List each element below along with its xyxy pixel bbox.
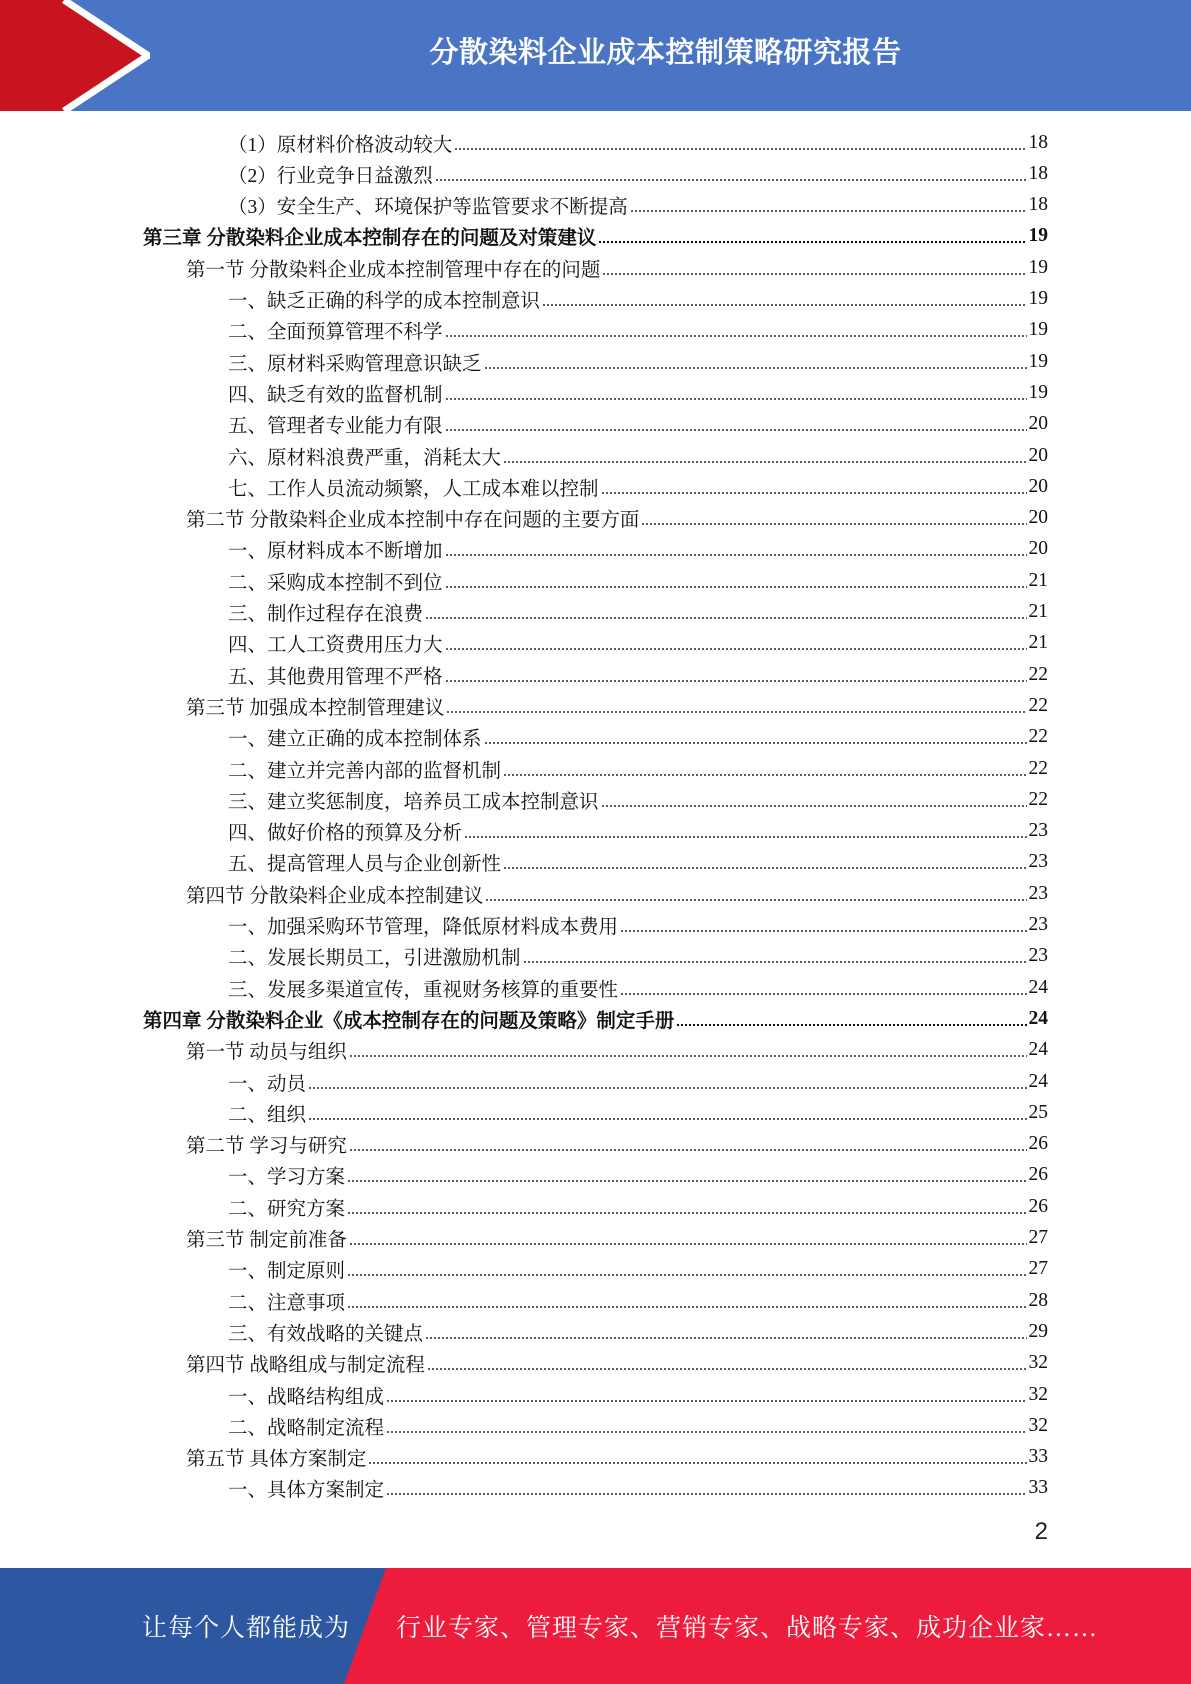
toc-dot-leader (454, 141, 1026, 151)
toc-entry-page: 33 (1028, 1446, 1048, 1468)
toc-entry-label: 二、战略制定流程 (228, 1417, 385, 1439)
toc-entry-label: 第二节 分散染料企业成本控制中存在问题的主要方面 (186, 510, 640, 532)
toc-entry[interactable] (228, 127, 1048, 158)
toc-entry-label: 二、注意事项 (228, 1292, 346, 1314)
toc-entry-page: 33 (1028, 1477, 1048, 1499)
toc-entry-page: 22 (1028, 694, 1048, 716)
toc-dot-leader (425, 1330, 1026, 1340)
toc-dot-leader (308, 1111, 1026, 1121)
toc-dot-leader (386, 1486, 1026, 1496)
toc-entry-page: 23 (1028, 914, 1048, 935)
toc-dot-leader (503, 454, 1026, 464)
footer-slogan-right: 行业专家、管理专家、营销专家、战略专家、成功企业家…… (396, 1615, 1099, 1642)
toc-entry-page: 26 (1028, 1195, 1048, 1217)
toc-entry-label: 六、原材料浪费严重，消耗太大 (228, 447, 502, 469)
document-title: 分散染料企业成本控制策略研究报告 (429, 34, 902, 69)
toc-dot-leader (308, 1080, 1026, 1090)
toc-entry-label: 一、加强采购环节管理，降低原材料成本费用 (228, 917, 619, 938)
toc-entry-page: 18 (1028, 162, 1048, 184)
toc-entry-label: 四、做好价格的预算及分析 (228, 823, 463, 845)
toc-entry[interactable] (228, 190, 1048, 221)
toc-entry-label: 二、组织 (228, 1104, 307, 1126)
toc-entry-label: 第四章 分散染料企业《成本控制存在的问题及策略》制定手册 (143, 1010, 675, 1032)
toc-dot-leader (349, 1142, 1027, 1152)
toc-entry-page: 24 (1028, 1039, 1048, 1061)
toc-entry-page: 22 (1028, 726, 1048, 748)
toc-entry[interactable] (228, 377, 1048, 408)
toc-dot-leader (347, 1205, 1026, 1215)
toc-entry-label: 七、工作人员流动频繁，人工成本难以控制 (228, 478, 599, 500)
toc-entry[interactable] (228, 910, 1048, 941)
toc-entry-label: 一、学习方案 (228, 1167, 346, 1189)
toc-entry-label: 第三节 加强成本控制管理建议 (186, 697, 445, 719)
toc-entry[interactable] (228, 534, 1048, 565)
toc-entry-page: 19 (1028, 256, 1048, 278)
toc-entry[interactable] (228, 1191, 1048, 1222)
toc-dot-leader (347, 1267, 1026, 1277)
toc-entry-label: 三、发展多渠道宣传，重视财务核算的重要性 (228, 979, 619, 1001)
toc-entry[interactable] (228, 659, 1048, 690)
toc-entry-page: 22 (1028, 788, 1048, 810)
toc-dot-leader (347, 1299, 1026, 1309)
toc-entry-page: 29 (1028, 1320, 1048, 1342)
toc-entry-page: 23 (1028, 820, 1048, 842)
toc-entry[interactable] (228, 847, 1048, 878)
toc-entry-label: 二、采购成本控制不到位 (228, 572, 443, 594)
toc-entry-page: 26 (1028, 1164, 1048, 1186)
toc-entry-page: 21 (1028, 569, 1048, 591)
toc-dot-leader (485, 892, 1026, 902)
toc-entry-label: 第三节 制定前准备 (186, 1230, 347, 1251)
toc-entry-page: 24 (1028, 976, 1048, 998)
toc-dot-leader (445, 641, 1027, 651)
toc-entry-label: 一、战略结构组成 (228, 1386, 385, 1408)
toc-dot-leader (446, 704, 1026, 714)
toc-entry-label: 一、动员 (228, 1073, 307, 1095)
toc-dot-leader (484, 360, 1027, 370)
toc-entry-page: 22 (1028, 663, 1048, 685)
toc-entry-page: 19 (1028, 225, 1048, 247)
toc-dot-leader (427, 1361, 1027, 1371)
toc-entry[interactable] (186, 503, 1048, 534)
toc-entry-page: 20 (1028, 413, 1048, 435)
page-footer (0, 1568, 1191, 1684)
toc-entry-label: 一、原材料成本不断增加 (228, 541, 443, 563)
toc-entry-page: 24 (1028, 1070, 1048, 1092)
toc-dot-leader (445, 579, 1027, 589)
toc-dot-leader (464, 829, 1026, 839)
toc-dot-leader (368, 1455, 1026, 1465)
toc-entry[interactable] (186, 1348, 1048, 1379)
toc-entry-label: 三、原材料采购管理意识缺乏 (228, 353, 482, 375)
toc-entry[interactable] (228, 816, 1048, 847)
toc-entry[interactable] (228, 1410, 1048, 1441)
toc-entry-label: 第五节 具体方案制定 (186, 1449, 367, 1471)
toc-dot-leader (630, 203, 1027, 213)
toc-dot-leader (676, 1017, 1026, 1027)
toc-entry-page: 24 (1028, 1007, 1048, 1029)
toc-entry[interactable] (228, 409, 1048, 440)
toc-entry-label: （1）原材料价格波动较大 (228, 134, 453, 156)
toc-entry[interactable] (186, 1442, 1048, 1473)
toc-dot-leader (445, 422, 1027, 432)
toc-entry-page: 19 (1028, 350, 1048, 372)
toc-entry-page: 27 (1028, 1227, 1048, 1248)
toc-entry[interactable] (228, 972, 1048, 1003)
toc-entry[interactable] (228, 565, 1048, 596)
toc-dot-leader (523, 954, 1027, 964)
toc-dot-leader (620, 923, 1026, 933)
toc-entry-label: （2）行业竞争日益激烈 (228, 165, 433, 187)
toc-entry-page: 20 (1028, 475, 1048, 497)
toc-entry-page: 18 (1028, 131, 1048, 153)
toc-entry-label: 第一节 分散染料企业成本控制管理中存在的问题 (186, 259, 601, 281)
toc-entry-page: 21 (1028, 601, 1048, 622)
toc-dot-leader (386, 1424, 1026, 1434)
toc-entry-page: 28 (1028, 1289, 1048, 1311)
toc-entry[interactable] (186, 878, 1048, 909)
toc-entry-label: 五、提高管理人员与企业创新性 (228, 854, 502, 876)
toc-entry[interactable] (186, 252, 1048, 283)
toc-entry[interactable] (186, 690, 1048, 721)
toc-entry-page: 23 (1028, 882, 1048, 904)
toc-entry-page: 19 (1028, 381, 1048, 403)
toc-entry-label: （3）安全生产、环境保护等监管要求不断提高 (228, 197, 628, 219)
toc-entry-page: 23 (1028, 945, 1048, 967)
toc-dot-leader (641, 516, 1026, 526)
toc-entry-label: 四、工人工资费用压力大 (228, 635, 443, 657)
toc-entry-page: 21 (1028, 632, 1048, 654)
toc-entry-label: 一、制定原则 (228, 1261, 346, 1283)
toc-entry[interactable] (228, 1285, 1048, 1316)
toc-entry-label: 二、研究方案 (228, 1198, 346, 1220)
toc-entry[interactable] (228, 471, 1048, 502)
page-header (0, 0, 1191, 111)
toc-dot-leader (602, 266, 1026, 276)
toc-entry[interactable] (228, 1379, 1048, 1410)
toc-entry-page: 22 (1028, 757, 1048, 779)
toc-dot-leader (620, 986, 1026, 996)
toc-dot-leader (445, 391, 1027, 401)
toc-entry-page: 20 (1028, 444, 1048, 466)
toc-entry[interactable] (228, 1097, 1048, 1128)
toc-entry-label: 第三章 分散染料企业成本控制存在的问题及对策建议 (143, 228, 597, 250)
toc-entry[interactable] (228, 440, 1048, 471)
toc-entry-label: 二、发展长期员工，引进激励机制 (228, 948, 521, 970)
toc-entry[interactable] (228, 315, 1048, 346)
toc-entry[interactable] (228, 346, 1048, 377)
toc-entry[interactable] (143, 221, 1048, 252)
toc-dot-leader (349, 1048, 1027, 1058)
toc-dot-leader (542, 297, 1026, 307)
toc-entry-page: 19 (1028, 288, 1048, 309)
toc-entry-page: 32 (1028, 1383, 1048, 1405)
toc-entry[interactable] (228, 941, 1048, 972)
toc-entry-label: 一、建立正确的成本控制体系 (228, 729, 482, 751)
toc-entry-page: 20 (1028, 507, 1048, 529)
toc-entry[interactable] (143, 1003, 1048, 1034)
toc-dot-leader (435, 172, 1027, 182)
toc-entry-label: 二、建立并完善内部的监督机制 (228, 760, 502, 782)
toc-entry[interactable] (228, 1473, 1048, 1504)
toc-entry-label: 三、有效战略的关键点 (228, 1323, 424, 1345)
toc-entry-label: 一、具体方案制定 (228, 1480, 385, 1502)
toc-entry-label: 第四节 分散染料企业成本控制建议 (186, 885, 484, 907)
toc-entry[interactable] (228, 1316, 1048, 1347)
toc-dot-leader (503, 860, 1026, 870)
toc-entry[interactable] (228, 284, 1048, 315)
toc-entry[interactable] (228, 784, 1048, 815)
toc-entry[interactable] (186, 1035, 1048, 1066)
toc-entry[interactable] (228, 722, 1048, 753)
toc-entry-label: 五、其他费用管理不严格 (228, 666, 443, 688)
chevron-arrow-icon (0, 0, 150, 111)
toc-dot-leader (598, 234, 1026, 244)
toc-entry-page: 20 (1028, 538, 1048, 560)
toc-entry-label: 第一节 动员与组织 (186, 1042, 347, 1064)
toc-entry-label: 第二节 学习与研究 (186, 1136, 347, 1158)
toc-entry[interactable] (228, 158, 1048, 189)
toc-dot-leader (347, 1173, 1026, 1183)
toc-entry-page: 32 (1028, 1414, 1048, 1436)
toc-entry[interactable] (228, 1254, 1048, 1285)
toc-entry-label: 一、缺乏正确的科学的成本控制意识 (228, 291, 541, 312)
toc-entry-label: 三、制作过程存在浪费 (228, 604, 424, 625)
toc-entry-page: 18 (1028, 194, 1048, 216)
toc-dot-leader (601, 798, 1027, 808)
toc-entry-page: 32 (1028, 1352, 1048, 1374)
toc-entry[interactable] (228, 753, 1048, 784)
toc-dot-leader (484, 735, 1027, 745)
toc-entry-label: 四、缺乏有效的监督机制 (228, 384, 443, 406)
toc-entry[interactable] (228, 597, 1048, 628)
toc-entry-page: 25 (1028, 1101, 1048, 1123)
toc-entry-label: 第四节 战略组成与制定流程 (186, 1355, 425, 1377)
toc-dot-leader (445, 328, 1027, 338)
toc-dot-leader (349, 1236, 1027, 1246)
toc-dot-leader (425, 610, 1026, 620)
toc-dot-leader (601, 485, 1027, 495)
toc-entry-page: 26 (1028, 1133, 1048, 1155)
toc-entry[interactable] (186, 1129, 1048, 1160)
footer-slogan-left: 让每个人都能成为 (142, 1615, 351, 1642)
toc-dot-leader (445, 547, 1027, 557)
toc-entry-page: 27 (1028, 1258, 1048, 1280)
toc-entry[interactable] (186, 1223, 1048, 1254)
toc-entry-label: 二、全面预算管理不科学 (228, 322, 443, 344)
toc-dot-leader (503, 767, 1026, 777)
toc-dot-leader (386, 1393, 1026, 1403)
toc-dot-leader (445, 673, 1027, 683)
toc-entry[interactable] (228, 1066, 1048, 1097)
toc-entry-label: 三、建立奖惩制度，培养员工成本控制意识 (228, 791, 599, 813)
page-number: 2 (1034, 1518, 1048, 1545)
toc-entry-page: 23 (1028, 851, 1048, 873)
toc-entry-page: 19 (1028, 319, 1048, 341)
toc-entry-label: 五、管理者专业能力有限 (228, 416, 443, 438)
toc-entry[interactable] (228, 628, 1048, 659)
toc-entry[interactable] (228, 1160, 1048, 1191)
